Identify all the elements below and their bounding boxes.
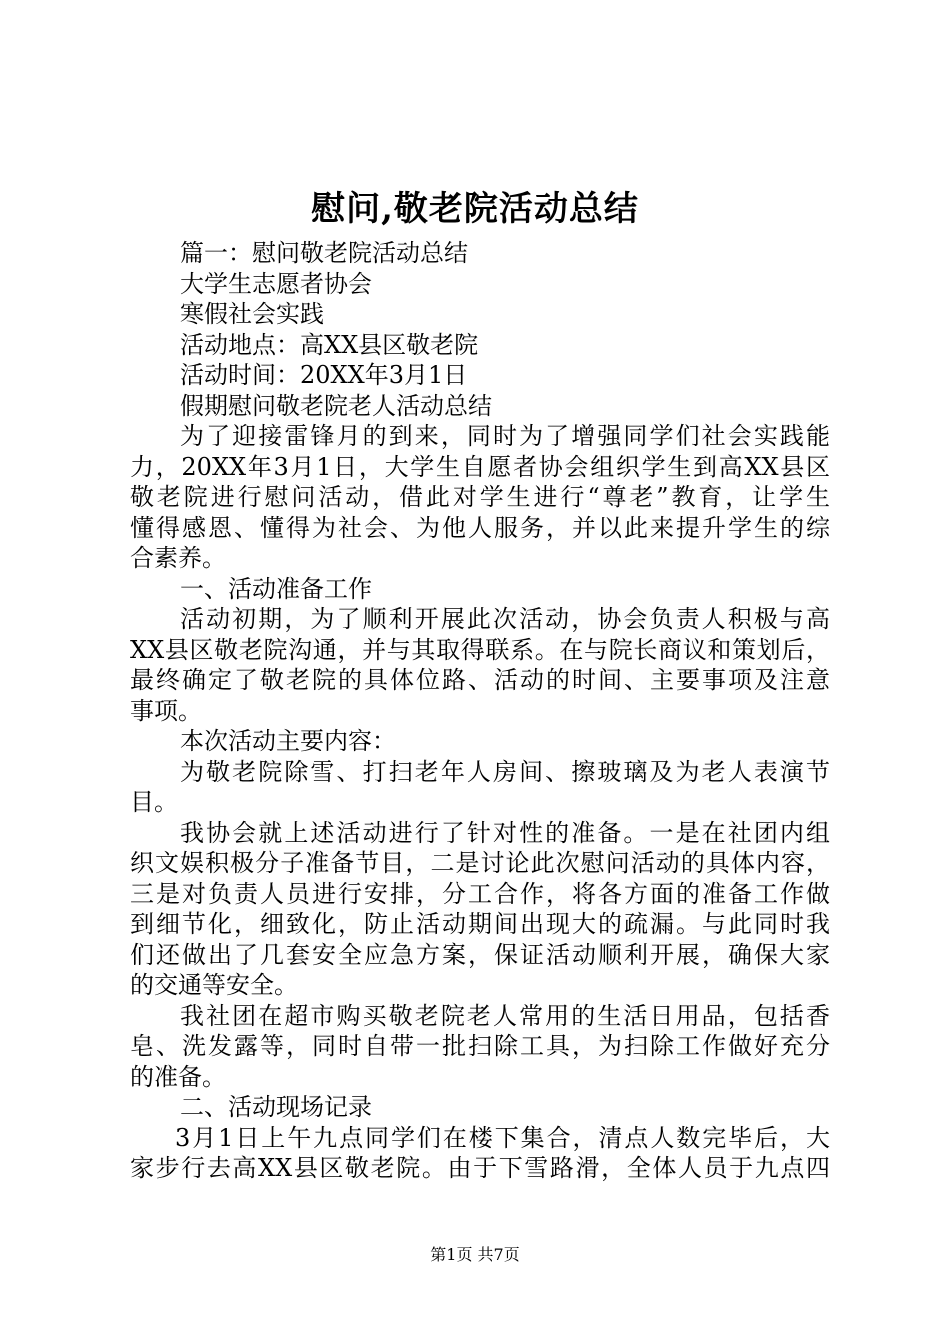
paragraph-line: 篇一：慰问敬老院活动总结 (180, 239, 468, 267)
paragraph-line: 3月1日上午九点同学们在楼下集合，清点人数完毕后，大 (175, 1123, 830, 1152)
paragraph-line: 家步行去高XX县区敬老院。由于下雪路滑，全体人员于九点四 (130, 1154, 830, 1182)
paragraph-line: 事项。 (130, 696, 202, 725)
paragraph-line: 一、活动准备工作 (180, 574, 372, 603)
paragraph-line: 最终确定了敬老院的具体位路、活动的时间、主要事项及注意 (130, 666, 830, 694)
page-footer: 第1页 共7页 (430, 1245, 520, 1264)
paragraph-line: 的准备。 (130, 1062, 226, 1091)
paragraph-line: 们还做出了几套安全应急方案，保证活动顺利开展，确保大家 (130, 940, 830, 969)
paragraph-line: 目。 (130, 788, 178, 816)
paragraph-line: 的交通等安全。 (130, 971, 298, 999)
paragraph-line: 我社团在超市购买敬老院老人常用的生活日用品，包括香 (180, 1001, 830, 1030)
paragraph-line: 假期慰问敬老院老人活动总结 (180, 391, 492, 420)
document-title: 慰问,敬老院活动总结 (311, 189, 639, 229)
paragraph-line: 敬老院进行慰问活动，借此对学生进行“尊老”教育，让学生 (130, 483, 830, 511)
paragraph-line: 大学生志愿者协会 (180, 269, 372, 298)
paragraph-line: 为了迎接雷锋月的到来，同时为了增强同学们社会实践能 (180, 422, 830, 450)
paragraph-line: 懂得感恩、懂得为社会、为他人服务，并以此来提升学生的综 (130, 513, 830, 542)
paragraph-line: 皂、洗发露等，同时自带一批扫除工具，为扫除工作做好充分 (130, 1032, 830, 1060)
paragraph-line: 为敬老院除雪、打扫老年人房间、擦玻璃及为老人表演节 (180, 757, 830, 786)
paragraph-line: 力，20XX年3月1日，大学生自愿者协会组织学生到高XX县区 (130, 452, 830, 481)
document-body (130, 238, 830, 1184)
paragraph-line: 合素养。 (130, 544, 226, 572)
paragraph-line: 织文娱积极分子准备节目，二是讨论此次慰问活动的具体内容， (130, 849, 830, 877)
paragraph-line: XX县区敬老院沟通，并与其取得联系。在与院长商议和策划后， (130, 635, 830, 664)
paragraph-line: 到细节化，细致化，防止活动期间出现大的疏漏。与此同时我 (130, 910, 830, 938)
paragraph-line: 活动时间：20XX年3月1日 (180, 361, 468, 389)
paragraph-line: 本次活动主要内容： (180, 727, 396, 755)
paragraph-line: 活动初期，为了顺利开展此次活动，协会负责人积极与高 (180, 605, 830, 633)
paragraph-line: 活动地点：高XX县区敬老院 (180, 330, 479, 359)
paragraph-line: 三是对负责人员进行安排，分工合作，将各方面的准备工作做 (130, 879, 830, 908)
paragraph-line: 二、活动现场记录 (180, 1093, 372, 1121)
paragraph-line: 寒假社会实践 (180, 300, 324, 328)
paragraph-line: 我协会就上述活动进行了针对性的准备。一是在社团内组 (180, 818, 830, 847)
